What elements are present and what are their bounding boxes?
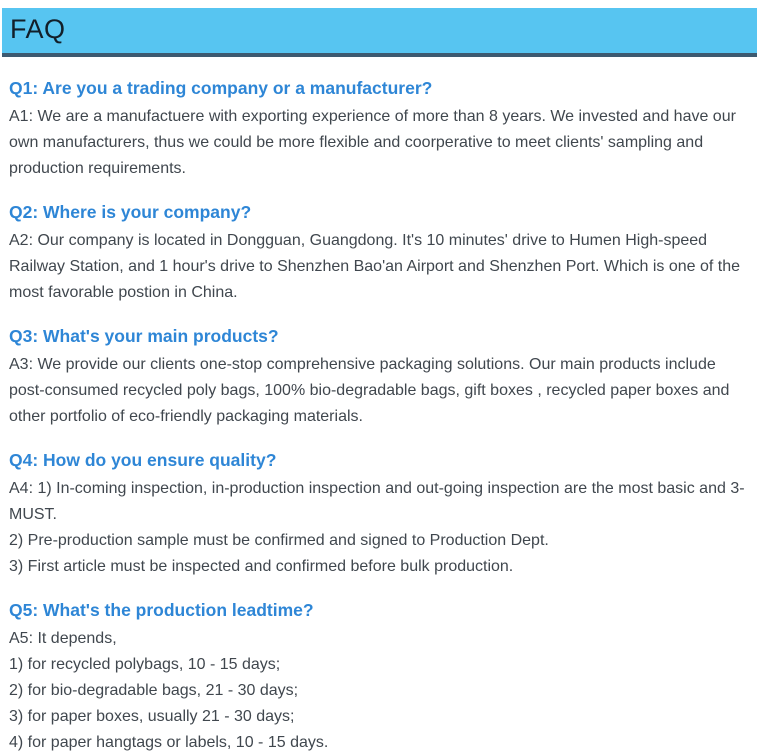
faq-question: Q4: How do you ensure quality? [9,450,277,470]
faq-question: Q1: Are you a trading company or a manufacturer? [9,78,433,98]
faq-answer-line: 4) for paper hangtags or labels, 10 - 15 days. [9,734,329,751]
faq-list [0,57,765,756]
faq-answer-line: A5: It depends, [9,630,117,647]
faq-answer-line: A3: We provide our clients one-stop comprehensive packaging solutions. Our main products include post-consumed recycled poly bags, 100% bio-degradable bags, gift boxes , recycled paper boxes and other portfolio of eco-friendly packaging materials. [9,356,730,425]
faq-question: Q3: What's your main products? [9,326,279,346]
faq-answer-line: A2: Our company is located in Dongguan, Guangdong. It's 10 minutes' drive to Humen High-speed Railway Station, and 1 hour's drive to Shenzhen Bao'an Airport and Shenzhen Port. Which is one of the most favorable postion in China. [9,232,740,301]
faq-answer-line: 2) for bio-degradable bags, 21 - 30 days; [9,682,299,699]
faq-answer-line: 1) for recycled polybags, 10 - 15 days; [9,656,281,673]
faq-item [9,202,751,306]
faq-answer-line: 3) for paper boxes, usually 21 - 30 days; [9,708,295,725]
faq-item [9,326,751,430]
page-title: FAQ [10,13,66,44]
faq-section-header [2,8,757,57]
faq-answer-line: 3) First article must be inspected and confirmed before bulk production. [9,558,514,575]
faq-answer-line: A4: 1) In-coming inspection, in-production inspection and out-going inspection are the most basic and 3-MUST. [9,480,745,523]
faq-question: Q5: What's the production leadtime? [9,600,314,620]
faq-item [9,450,751,580]
faq-item [9,600,751,756]
faq-answer-line: 2) Pre-production sample must be confirmed and signed to Production Dept. [9,532,549,549]
faq-answer-line: A1: We are a manufactuere with exporting experience of more than 8 years. We invested and have our own manufacturers, thus we could be more flexible and coorperative to meet clients' sampling and production requirements. [9,108,736,177]
faq-question: Q2: Where is your company? [9,202,252,222]
faq-item [9,78,751,182]
